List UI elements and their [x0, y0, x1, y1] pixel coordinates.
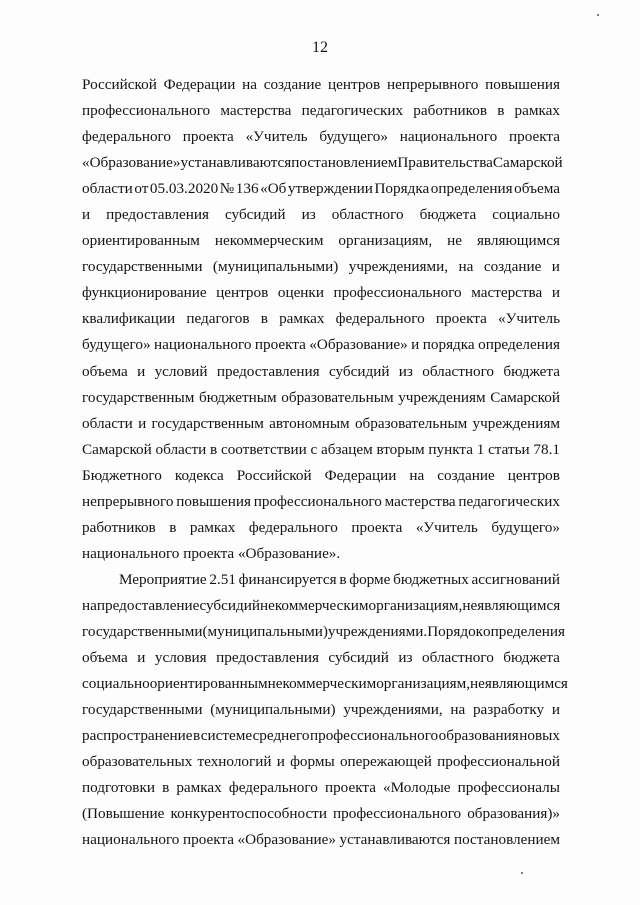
text-line — [82, 72, 560, 98]
word: № — [219, 180, 235, 198]
word: области — [155, 440, 207, 458]
text-line — [82, 332, 560, 358]
word: бюджета — [503, 649, 560, 667]
word: рамках — [189, 518, 236, 536]
word: (Повышение — [82, 805, 165, 823]
word: с — [310, 440, 318, 458]
word: области — [82, 180, 133, 198]
word: (муниципальными) — [210, 701, 336, 719]
word: «Учитель — [245, 128, 308, 146]
word: 136 — [235, 180, 259, 198]
word: (муниципальными) — [212, 258, 339, 276]
word: будущего» — [319, 128, 388, 146]
text-line — [82, 280, 560, 306]
word: проекта — [182, 831, 234, 849]
text-line — [82, 697, 560, 723]
word: ориентированным — [82, 232, 200, 250]
word: создание — [437, 466, 495, 484]
word: на — [242, 76, 257, 93]
word: будущего» — [491, 518, 560, 536]
word: Мероприятие — [119, 570, 207, 588]
word: рамках — [279, 310, 325, 328]
word: условия — [154, 649, 207, 667]
word: в — [260, 310, 268, 328]
word: области — [82, 414, 133, 432]
word: национального — [154, 336, 252, 354]
word: на — [450, 701, 466, 719]
word: Порядка — [374, 180, 430, 198]
word: федерального — [82, 128, 171, 146]
text-line — [82, 202, 560, 228]
word: не — [447, 232, 462, 250]
word: технологий — [197, 753, 272, 771]
word: некоммерческим — [259, 596, 369, 614]
word: областного — [422, 362, 495, 380]
word: мастерства — [384, 492, 456, 510]
text-line — [82, 306, 560, 332]
text-line — [82, 619, 565, 645]
word: формы — [290, 753, 335, 771]
word: «Учитель — [415, 518, 478, 536]
word: рамках — [176, 779, 222, 797]
word: Самарской — [492, 154, 563, 172]
text-line — [82, 385, 560, 411]
word: Самарской — [82, 440, 152, 458]
word: национального — [399, 128, 498, 146]
text-line — [82, 437, 560, 463]
word: профессионального — [333, 805, 462, 823]
word: являющимся — [484, 675, 568, 693]
word: мастерства — [471, 284, 543, 302]
word: Бюджетного — [82, 466, 162, 484]
word: устанавливаются — [339, 831, 451, 849]
word: профессиональной — [437, 753, 560, 771]
scan-speck — [521, 872, 523, 874]
word: некоммерческим — [214, 232, 324, 250]
word: из — [301, 206, 316, 224]
word: определения — [430, 180, 513, 198]
word: образования)» — [467, 805, 560, 823]
word: Правительства — [397, 154, 493, 172]
text-line — [82, 150, 563, 176]
word: федерального — [335, 310, 425, 328]
word: учреждениями, — [348, 258, 449, 276]
scan-speck — [597, 14, 599, 16]
word: повышения — [485, 76, 560, 93]
word: на — [458, 258, 474, 276]
word: утверждении — [287, 180, 373, 198]
word: и — [411, 336, 420, 354]
word: предоставление — [96, 596, 200, 614]
word: будущего» — [82, 336, 151, 354]
word: государственными — [82, 622, 203, 640]
word: предоставления — [216, 362, 320, 380]
word: предоставления — [106, 206, 209, 224]
word: проекта — [254, 336, 306, 354]
word: и — [137, 649, 146, 667]
text-line — [82, 359, 560, 385]
word: непрерывного — [386, 76, 479, 93]
text-line — [82, 124, 560, 150]
word: предоставления — [216, 649, 319, 667]
word: государственным — [151, 414, 264, 432]
word: форме — [349, 570, 391, 588]
word: педагогических — [301, 102, 404, 120]
word: и — [551, 258, 560, 276]
word: кодекса — [174, 466, 224, 484]
word: государственным — [82, 388, 195, 406]
word: субсидий — [328, 649, 389, 667]
word: на — [82, 596, 97, 614]
word: профессионального — [309, 727, 439, 745]
word: порядка — [422, 336, 475, 354]
word: ассигнований — [471, 570, 560, 588]
text-line — [82, 254, 560, 280]
word: конкурентоспособности — [170, 805, 327, 823]
word: и — [551, 701, 560, 719]
word: «Образование» — [237, 831, 336, 849]
word: и — [551, 284, 560, 302]
text-line — [82, 567, 560, 593]
word: организациям, — [376, 675, 471, 693]
word: в — [162, 779, 170, 797]
word: государственными — [82, 258, 203, 276]
word: не — [462, 596, 478, 614]
word: бюджета — [419, 206, 477, 224]
word: социально — [82, 675, 150, 693]
word: в — [339, 570, 347, 588]
word: бюджета — [503, 362, 560, 380]
word: бюджетных — [393, 570, 469, 588]
word: образования — [438, 727, 519, 745]
word: определения — [483, 622, 565, 640]
word: образовательным — [354, 414, 468, 432]
word: не — [470, 675, 485, 693]
word: постановлением — [291, 154, 398, 172]
word: повышения — [176, 492, 251, 510]
word: Порядок — [427, 622, 484, 640]
word: профессионального — [82, 102, 211, 120]
word: в — [169, 518, 177, 536]
word: условий — [154, 362, 208, 380]
text-line-content: национального проекта «Образование». — [82, 544, 341, 562]
word: проекта — [351, 518, 403, 536]
word: «Образование» — [82, 154, 181, 172]
word: новых — [519, 727, 560, 745]
word: учреждениями, — [343, 701, 443, 719]
word: центров — [216, 284, 269, 302]
word: субсидий — [328, 362, 390, 380]
word: социально — [492, 206, 560, 224]
word: вторым — [376, 440, 425, 458]
word: создание — [483, 258, 542, 276]
text-line — [82, 671, 568, 697]
text-line — [82, 749, 560, 775]
word: являющимся — [477, 596, 561, 614]
word: проекта — [508, 128, 560, 146]
word: определения — [478, 336, 560, 354]
word: 2.51 — [209, 570, 236, 588]
word: Федерации — [163, 76, 236, 93]
text-line — [82, 593, 560, 619]
word: учреждениям — [398, 388, 486, 406]
word: опережающей — [339, 753, 432, 771]
word: от — [134, 180, 149, 198]
word: статьи — [488, 440, 530, 458]
word: Федерации — [324, 466, 397, 484]
text-line — [82, 463, 560, 489]
word: педагогов — [186, 310, 250, 328]
word: в — [210, 440, 218, 458]
word: проекта — [435, 310, 487, 328]
word: Российской — [236, 466, 312, 484]
word: проекта — [324, 779, 376, 797]
word: федерального — [248, 518, 338, 536]
text-line — [82, 541, 560, 567]
word: абзацем — [321, 440, 373, 458]
word: соответствии — [220, 440, 307, 458]
word: образовательным — [281, 388, 394, 406]
word: функционирование — [82, 284, 207, 302]
word: мастерства — [220, 102, 292, 120]
text-line — [82, 489, 560, 515]
word: 05.03.2020 — [149, 180, 219, 198]
word: финансируется — [238, 570, 337, 588]
text-line — [82, 515, 560, 541]
word: и — [276, 753, 285, 771]
word: оценки — [277, 284, 324, 302]
word: субсидий — [199, 596, 260, 614]
word: работников — [82, 518, 156, 536]
word: организациям, — [338, 232, 433, 250]
word: системе — [200, 727, 253, 745]
word: в — [193, 727, 201, 745]
word: профессионалы — [457, 779, 560, 797]
word: областного — [422, 649, 494, 667]
word: и — [82, 206, 91, 224]
text-line — [82, 723, 560, 749]
word: создание — [263, 76, 322, 93]
word: профессионального — [253, 492, 382, 510]
word: учреждениями. — [327, 622, 428, 640]
word: распространение — [82, 727, 193, 745]
word: государственными — [82, 701, 203, 719]
word: устанавливаются — [180, 154, 292, 172]
word: профессионального — [333, 284, 462, 302]
word: в — [497, 102, 505, 120]
word: федерального — [228, 779, 318, 797]
word: являющимся — [476, 232, 560, 250]
word: 78.1 — [533, 440, 560, 458]
word: (муниципальными) — [202, 622, 328, 640]
word: «Молодые — [383, 779, 451, 797]
word: проекта — [182, 128, 234, 146]
word: среднего — [252, 727, 310, 745]
word: центров — [507, 466, 560, 484]
word: автономным — [269, 414, 350, 432]
word: ориентированным — [149, 675, 268, 693]
word: национального — [82, 831, 180, 849]
word: «Образование» — [309, 336, 408, 354]
word: постановлением — [453, 831, 560, 849]
word: рамках — [514, 102, 560, 120]
word: работников — [413, 102, 488, 120]
word: Самарской — [490, 388, 560, 406]
word: Российской — [82, 76, 157, 93]
word: областного — [331, 206, 404, 224]
text-line — [82, 827, 560, 853]
word: «Учитель — [498, 310, 560, 328]
word: некоммерческим — [267, 675, 377, 693]
word: объема — [514, 180, 560, 198]
page-number: 12 — [312, 39, 328, 56]
word: субсидий — [225, 206, 286, 224]
text-line — [82, 98, 560, 124]
word: образовательных — [82, 753, 193, 771]
word: 1 — [476, 440, 485, 458]
word: подготовки — [82, 779, 155, 797]
text-line — [82, 645, 560, 671]
text-line — [82, 176, 560, 202]
word: учреждениям — [472, 414, 560, 432]
word: из — [398, 649, 413, 667]
word: из — [398, 362, 413, 380]
word: организациям, — [368, 596, 463, 614]
word: и — [137, 362, 146, 380]
word: непрерывного — [82, 492, 174, 510]
text-line — [82, 801, 560, 827]
word: педагогических — [458, 492, 560, 510]
word: пункта — [428, 440, 473, 458]
text-line — [82, 411, 560, 437]
word: объема — [82, 649, 128, 667]
body-text — [82, 72, 568, 853]
word: квалификации — [82, 310, 176, 328]
word: «Об — [260, 180, 287, 198]
text-line — [82, 775, 560, 801]
word: и — [138, 414, 147, 432]
word: разработку — [472, 701, 545, 719]
word: центров — [328, 76, 381, 93]
text-line — [82, 228, 560, 254]
word: на — [409, 466, 425, 484]
word: бюджетным — [198, 388, 277, 406]
word: объема — [82, 362, 128, 380]
